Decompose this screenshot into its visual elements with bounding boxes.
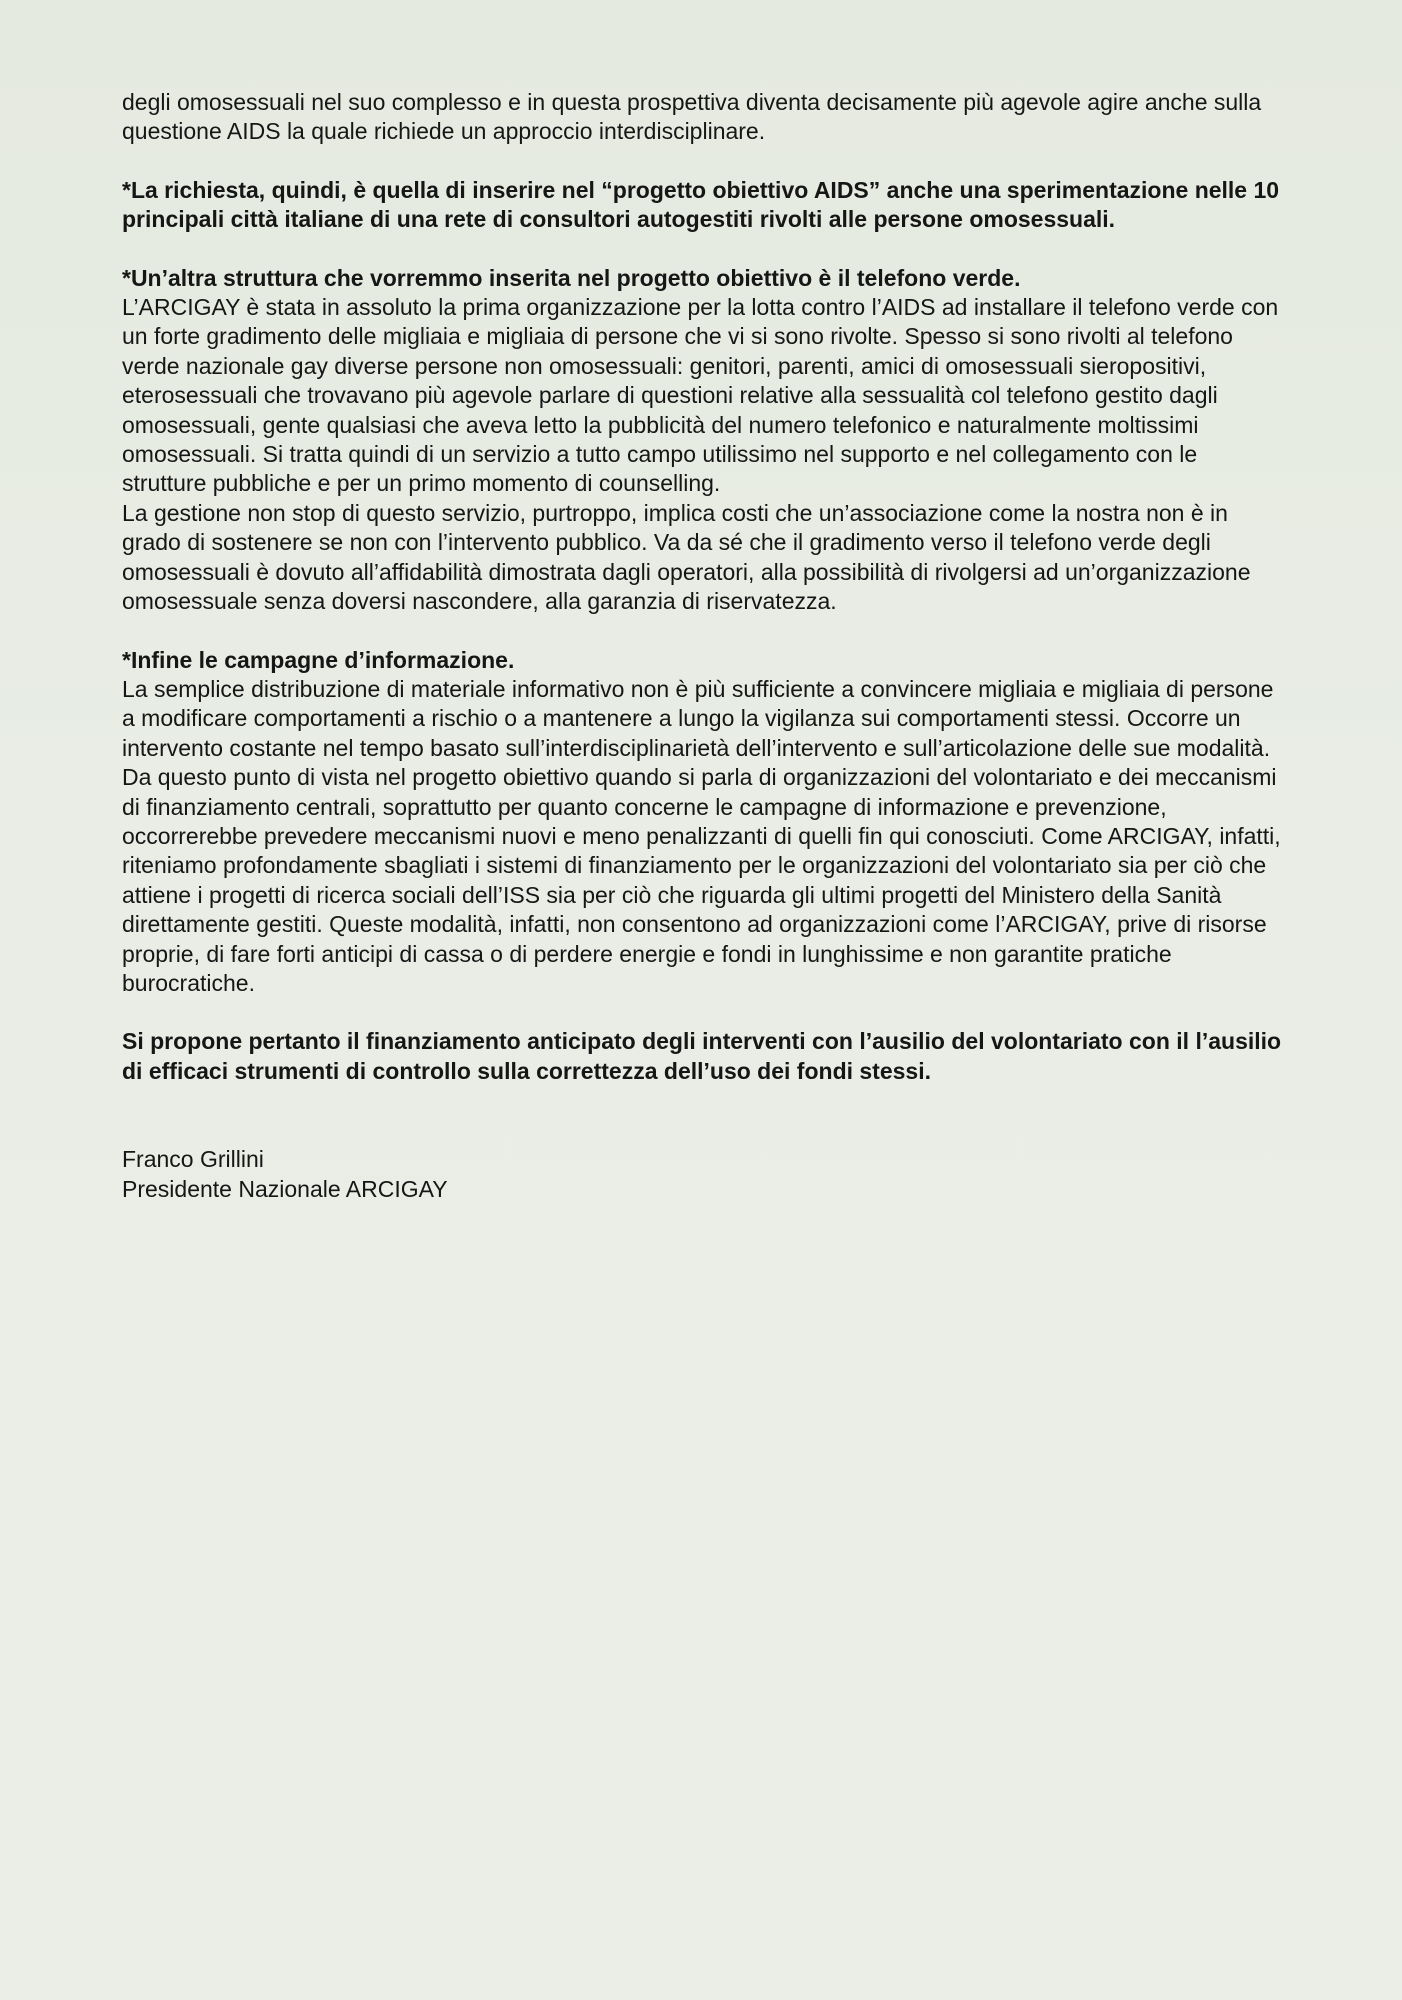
phone-paragraph: L’ARCIGAY è stata in assoluto la prima organizzazione per la lotta contro l’AIDS ad installare il telefono verde con un forte gradimento delle migliaia e migliaia di persone che vi si sono rivolte. Spesso si sono rivolti al telefono verde nazionale gay diverse persone non omosessuali: genitori, parenti, amici di omosessuali sieropositivi, eterosessuali che trovavano più agevole parlare di questioni relative alla sessualità col telefono gestito dagli omosessuali, gente qualsiasi che aveva letto la pubblicità del numero telefonico e naturalmente moltissimi omosessuali. Si tratta quindi di un servizio a tutto campo utilissimo nel supporto e nel collegamento con le strutture pubbliche e per un primo momento di counselling. <box>122 294 1279 497</box>
campaigns-paragraph: La semplice distribuzione di materiale informativo non è più sufficiente a convincere migliaia e migliaia di persone a modificare comportamenti a rischio o a mantenere a lungo la vigilanza sui comportamenti stessi. Occorre un intervento costante nel tempo basato sull’interdisciplinarietà dell’intervento e sull’articolazione delle sue modalità. Da questo punto di vista nel progetto obiettivo quando si parla di organizzazioni del volontariato e dei meccanismi di finanziamento centrali, soprattutto per quanto concerne le campagne di informazione e prevenzione, occorrerebbe prevedere meccanismi nuovi e meno penalizzanti di quelli fin qui conosciuti. Come ARCIGAY, infatti, riteniamo profondamente sbagliati i sistemi di finanziamento per le organizzazioni del volontariato sia per ciò che attiene i progetti di ricerca sociali dell’ISS sia per ciò che riguarda gli ultimi progetti del Ministero della Sanità direttamente gestiti. Queste modalità, infatti, non consentono ad organizzazioni come l’ARCIGAY, prive di risorse proprie, di fare forti anticipi di cassa o di perdere energie e fondi in lunghissime e non garantite pratiche burocratiche. <box>122 675 1281 996</box>
signature-name: Franco Grillini <box>122 1146 264 1173</box>
phone-heading: *Un’altra struttura che vorremmo inserita nel progetto obiettivo è il telefono verde. <box>122 264 1021 291</box>
campaigns-heading: *Infine le campagne d’informazione. <box>122 646 515 673</box>
intro-paragraph: degli omosessuali nel suo complesso e in questa prospettiva diventa decisamente più agevole agire anche sulla questione AIDS la quale richiede un approccio interdisciplinare. <box>122 89 1262 145</box>
signature-title: Presidente Nazionale ARCIGAY <box>122 1176 448 1203</box>
document-body <box>122 88 1282 1204</box>
phone-costs-paragraph: La gestione non stop di questo servizio, purtroppo, implica costi che un’associazione come la nostra non è in grado di sostenere se non con l’intervento pubblico. Va da sé che il gradimento verso il telefono verde degli omosessuali è dovuto all’affidabilità dimostrata dagli operatori, alla possibilità di rivolgersi ad un’organizzazione omosessuale senza doversi nascondere, alla garanzia di riservatezza. <box>122 499 1251 615</box>
proposal-paragraph: Si propone pertanto il finanziamento anticipato degli interventi con l’ausilio del volontariato con il l’ausilio di efficaci strumenti di controllo sulla correttezza dell’uso dei fondi stessi. <box>122 1028 1282 1084</box>
signature-block <box>122 1144 1282 1204</box>
request-paragraph: *La richiesta, quindi, è quella di inserire nel “progetto obiettivo AIDS” anche una sperimentazione nelle 10 principali città italiane di una rete di consultori autogestiti rivolti alle persone omosessuali. <box>122 176 1280 233</box>
